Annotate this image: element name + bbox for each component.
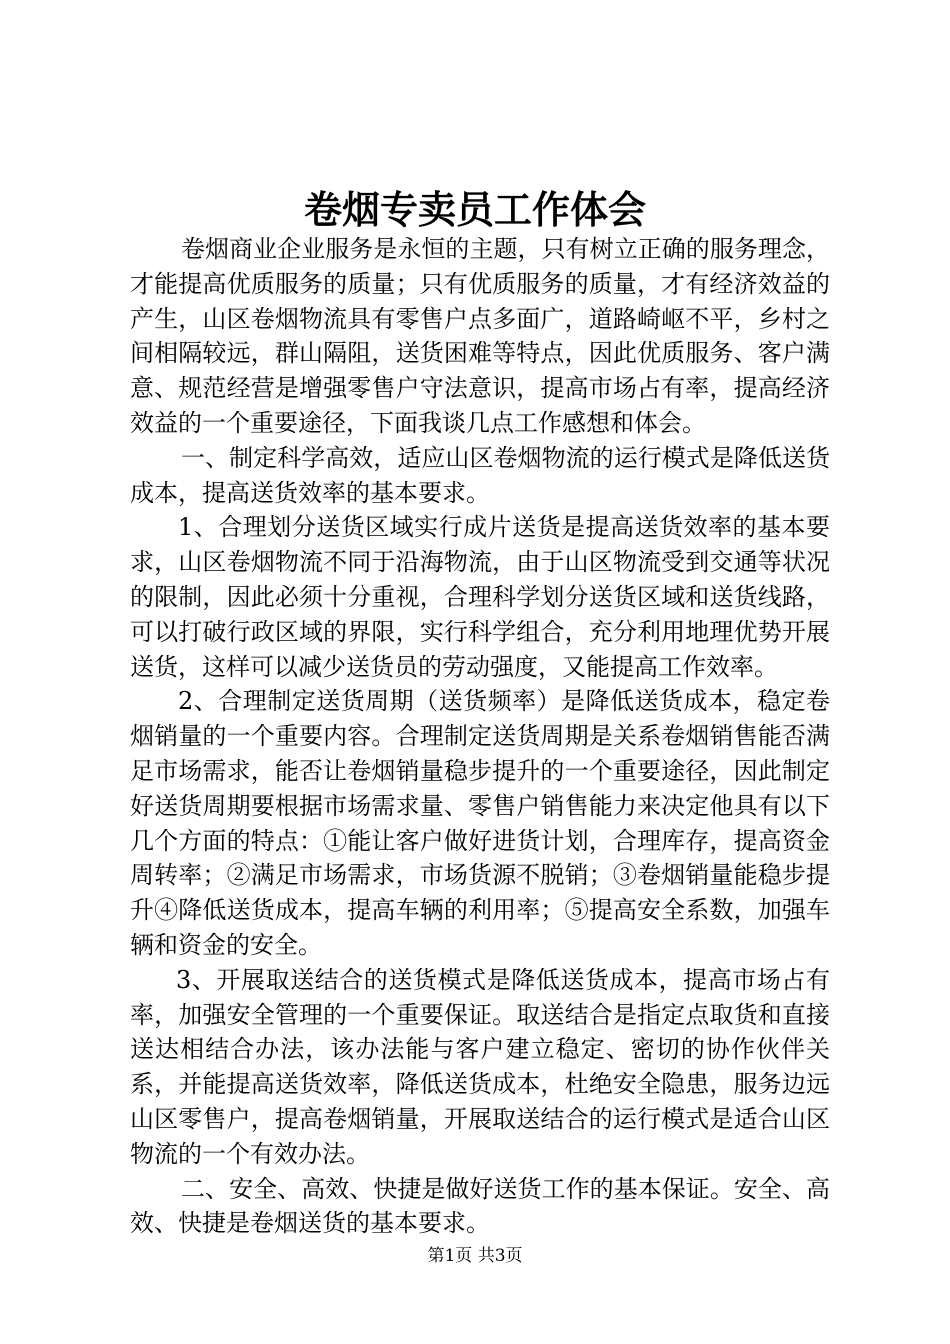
paragraph-item-2: 2、合理制定送货周期（送货频率）是降低送货成本，稳定卷烟销量的一个重要内容。合理制定送货周期是关系卷烟销售能否满足市场需求，能否让卷烟销量稳步提升的一个重要途径，因此制定好送货周期要根据市场需求量、零售户销售能力来决定他具有以下几个方面的特点：①能让客户做好进货计划，合理库存，提高资金周转率；②满足市场需求，市场货源不脱销；③卷烟销量能稳步提升④降低送货成本，提高车辆的利用率；⑤提高安全系数，加强车辆和资金的安全。 (130, 687, 830, 959)
paragraph-item-1: 1、合理划分送货区域实行成片送货是提高送货效率的基本要求，山区卷烟物流不同于沿海物流，由于山区物流受到交通等状况的限制，因此必须十分重视，合理科学划分送货区域和送货线路，可以打破行政区域的界限，实行科学组合，充分利用地理优势开展送货，这样可以减少送货员的劳动强度，又能提高工作效率。 (130, 513, 830, 681)
paragraph-intro: 卷烟商业企业服务是永恒的主题，只有树立正确的服务理念，才能提高优质服务的质量；只有优质服务的质量，才有经济效益的产生，山区卷烟物流具有零售户点多面广，道路崎岖不平，乡村之间相隔较远，群山隔阻，送货困难等特点，因此优质服务、客户满意、规范经营是增强零售户守法意识，提高市场占有率，提高经济效益的一个重要途径，下面我谈几点工作感想和体会。 (130, 235, 830, 437)
paragraph-item-3: 3、开展取送结合的送货模式是降低送货成本，提高市场占有率，加强安全管理的一个重要保证。取送结合是指定点取货和直接送达相结合办法，该办法能与客户建立稳定、密切的协作伙伴关系，并能提高送货效率，降低送货成本，杜绝安全隐患，服务边远山区零售户，提高卷烟销量，开展取送结合的运行模式是适合山区物流的一个有效办法。 (130, 965, 830, 1168)
page-number-footer: 第1页 共3页 (427, 1246, 523, 1266)
paragraph-section-one-heading: 一、制定科学高效，适应山区卷烟物流的运行模式是降低送货成本，提高送货效率的基本要求。 (130, 443, 830, 507)
paragraph-section-two-heading: 二、安全、高效、快捷是做好送货工作的基本保证。安全、高效、快捷是卷烟送货的基本要求。 (130, 1174, 830, 1238)
document-body (130, 232, 830, 1241)
document-title: 卷烟专卖员工作体会 (303, 187, 646, 232)
